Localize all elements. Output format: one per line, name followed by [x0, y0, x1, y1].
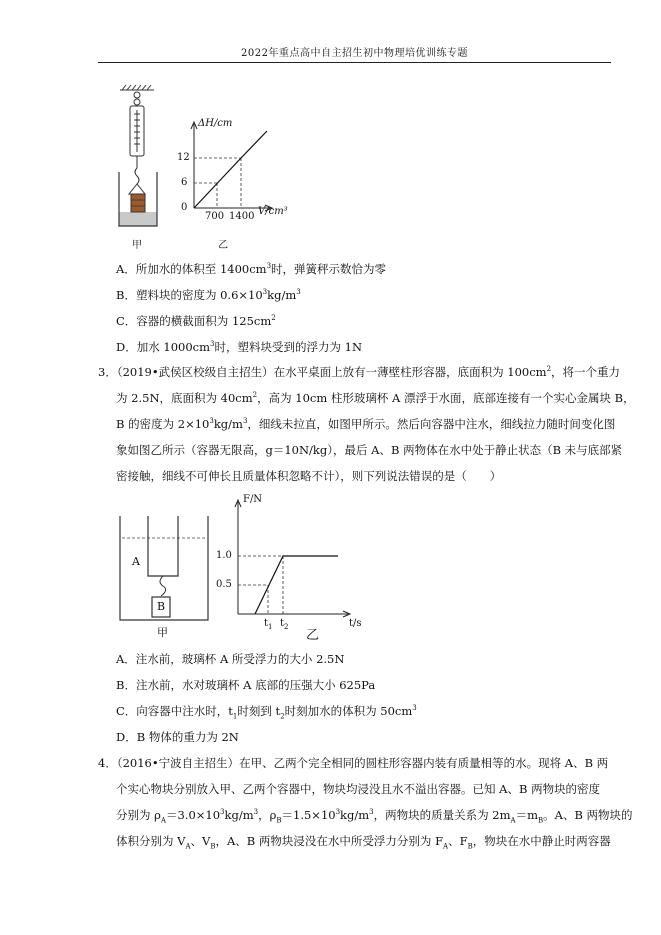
fig1-caption-jia: 甲: [132, 240, 142, 251]
fig2-x-axis-label: t/s: [349, 618, 362, 629]
force-time-line: [255, 556, 338, 614]
q3-stem-line-2: 为 2.5N，底面积为 $40cm^2$，高为 10cm 柱形玻璃杯 A 漂浮于水面，底部连接有一个实心金属块 B，: [116, 391, 635, 405]
fig1-y-tick-12: 12: [177, 152, 190, 163]
fig1-x-axis-label: V/cm³: [258, 206, 288, 217]
fig2-caption-yi: 乙: [306, 628, 320, 643]
fig2-label-b: B: [157, 600, 166, 613]
q3-stem-line-3: B 的密度为 $2\times 10^3kg/m^3$，细线未拉直，如图甲所示。然后向容器中注水，细线拉力随时间变化图: [116, 417, 616, 431]
q3-option-c: C．向容器中注水时，$t_1$时刻到 $t_2$时刻加水的体积为 $50cm^3$: [116, 704, 417, 721]
q3-stem-line-1: 3．（2019•武侯区校级自主招生）在水平桌面上放有一薄壁柱形容器，底面积为 $100cm^2$，将一个重力: [98, 365, 621, 379]
fig2-t1-label: $t_1$: [264, 618, 273, 631]
q4-stem-line-3: 分别为 $\rho_A=3.0\times 10^3kg/m^3$，$\rho_B=1.5\times 10^3kg/m^3$，两物块的质量关系为 $2m_A=m_B$。A、B 两物块的: [116, 808, 633, 825]
q3-option-b: B．注水前，水对玻璃杯 A 底部的压强大小 625Pa: [116, 678, 376, 692]
q2-option-d: D．加水 $1000cm^3$时，塑料块受到的浮力为 1N: [116, 340, 363, 354]
q4-stem-line-4: 体积分别为 $V_A$、$V_B$，A、B 两物块浸没在水中所受浮力分别为 $F_A$、$F_B$，物块在水中静止时两容器: [116, 834, 611, 851]
q3-stem-line-5: 密接触，细线不可伸长且质量体积忽略不计），则下列说法错误的是（ ）: [116, 469, 502, 483]
q3-option-d: D．B 物体的重力为 2N: [116, 730, 239, 744]
fig1-y-tick-6: 6: [181, 177, 188, 188]
q2-option-a: A．所加水的体积至 $1400cm^3$时，弹簧秤示数恰为零: [116, 262, 387, 276]
fig2-label-a: A: [132, 555, 140, 568]
fig1-y-axis-label: ΔH/cm: [198, 118, 233, 129]
fig2-caption-jia: 甲: [157, 626, 168, 639]
q2-option-b: B．塑料块的密度为 $0.6\times 10^3kg/m^3$: [116, 288, 301, 302]
fig2-y-axis-label: F/N: [243, 494, 263, 505]
fig2-y-tick-1: 1.0: [216, 550, 232, 561]
figure-2: [112, 494, 372, 642]
q3-option-a: A．注水前，玻璃杯 A 所受浮力的大小 2.5N: [116, 652, 345, 666]
fig1-x-tick-1400: 1400: [229, 211, 255, 222]
page-header: 2022年重点高中自主招生初中物理培优训练专题: [241, 48, 468, 59]
q4-stem-line-1: 4．（2016•宁波自主招生）在甲、乙两个完全相同的圆柱形容器内装有质量相等的水。现将 A、B 两: [98, 756, 609, 770]
fig2-y-tick-05: 0.5: [216, 579, 232, 590]
fig1-caption-yi: 乙: [218, 240, 228, 251]
fig1-x-tick-700: 700: [205, 211, 225, 222]
fig2-t2-label: $t_2$: [280, 618, 289, 631]
container-jia: [119, 172, 157, 226]
q3-stem-line-4: 象如图乙所示（容器无限高，g＝10N/kg），最后 A、B 两物体在水中处于静止状态（B 未与底部紧: [116, 443, 623, 457]
q4-stem-line-2: 个实心物块分别放入甲、乙两个容器中，物块均浸没且水不溢出容器。已知 A、B 两物块的密度: [116, 782, 601, 796]
spring-scale: [129, 92, 145, 194]
fig1-origin: 0: [181, 202, 188, 213]
header-divider: [98, 62, 611, 63]
graph-line: [194, 131, 267, 208]
q2-option-c: C．容器的横截面积为 $125cm^2$: [116, 314, 276, 328]
ceiling-hatch: [120, 85, 154, 90]
